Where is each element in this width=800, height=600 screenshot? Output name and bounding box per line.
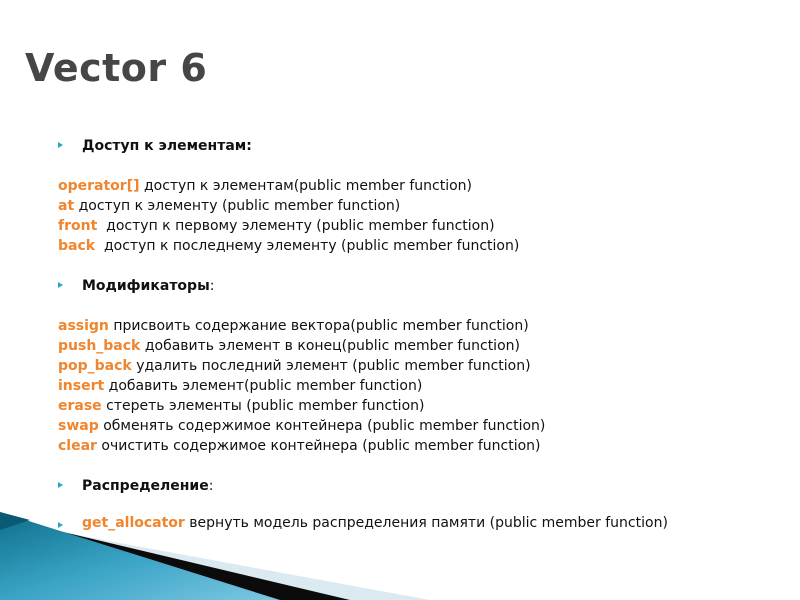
function-desc: доступ к элементам(public member function) bbox=[139, 178, 472, 194]
function-name: operator[] bbox=[58, 178, 140, 194]
function-desc: стереть элементы (public member function) bbox=[101, 398, 425, 414]
function-name: pop_back bbox=[58, 358, 132, 374]
list-item bbox=[58, 196, 780, 216]
colon: : bbox=[209, 278, 215, 294]
function-desc: добавить элемент в конец(public member function) bbox=[140, 338, 520, 354]
function-desc: доступ к последнему элементу (public member function) bbox=[95, 238, 520, 254]
slide-title: Vector 6 bbox=[25, 46, 208, 90]
bullet-icon bbox=[58, 482, 63, 488]
function-name: back bbox=[58, 238, 96, 254]
list-item bbox=[58, 316, 780, 336]
function-desc: удалить последний элемент (public member function) bbox=[131, 358, 531, 374]
bullet-icon bbox=[58, 282, 63, 288]
function-name: swap bbox=[58, 418, 99, 434]
section-heading-modifiers bbox=[58, 276, 780, 296]
list-item bbox=[58, 436, 780, 456]
list-item bbox=[58, 236, 780, 256]
function-desc: вернуть модель распределения памяти (public member function) bbox=[184, 515, 668, 531]
function-name: push_back bbox=[58, 338, 141, 354]
function-name: clear bbox=[58, 438, 97, 454]
list-item-allocator bbox=[58, 516, 702, 531]
function-name: assign bbox=[58, 318, 109, 334]
list-item bbox=[58, 356, 780, 376]
function-desc: доступ к первому элементу (public member function) bbox=[97, 218, 495, 234]
function-name: get_allocator bbox=[82, 515, 185, 531]
section-heading-text: Распределение bbox=[82, 478, 209, 494]
section-heading-text: Модификаторы bbox=[82, 278, 210, 294]
function-name: at bbox=[58, 198, 75, 214]
colon: : bbox=[208, 478, 214, 494]
function-desc: присвоить содержание вектора(public member function) bbox=[108, 318, 529, 334]
function-name: erase bbox=[58, 398, 102, 414]
bullet-icon bbox=[58, 522, 63, 528]
list-item bbox=[58, 396, 780, 416]
section-heading-allocation bbox=[58, 476, 780, 496]
function-name: insert bbox=[58, 378, 105, 394]
function-name: front bbox=[58, 218, 98, 234]
section-heading-text: Доступ к элементам: bbox=[82, 138, 252, 154]
bullet-icon bbox=[58, 142, 63, 148]
function-desc: обменять содержимое контейнера (public member function) bbox=[98, 418, 546, 434]
list-item bbox=[58, 416, 780, 436]
list-item bbox=[58, 176, 780, 196]
list-item bbox=[58, 216, 780, 236]
list-item bbox=[58, 376, 780, 396]
section-heading-access bbox=[58, 136, 780, 156]
slide-content bbox=[58, 136, 780, 531]
function-desc: доступ к элементу (public member function) bbox=[74, 198, 401, 214]
list-item bbox=[58, 336, 780, 356]
function-desc: добавить элемент(public member function) bbox=[104, 378, 423, 394]
function-desc: очистить содержимое контейнера (public member function) bbox=[96, 438, 541, 454]
